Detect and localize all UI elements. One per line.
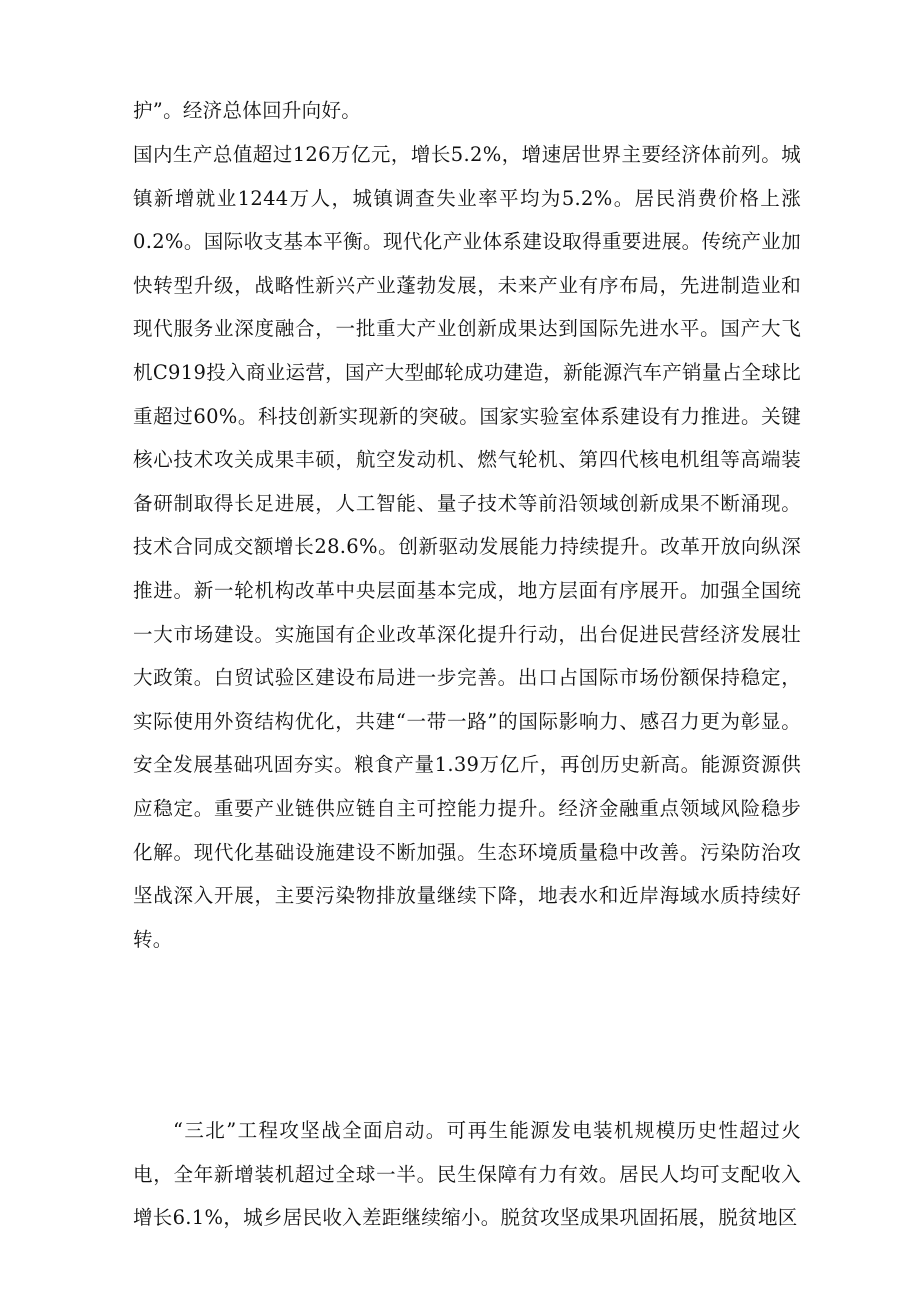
paragraph-ecology-livelihood [133, 1109, 801, 1240]
paragraph-continuation [133, 89, 801, 133]
paragraph-economy-indicators [133, 133, 801, 961]
paragraph-text: 国内生产总值超过126万亿元，增长5.2%，增速居世界主要经济体前列。城镇新增就业1244万人，城镇调查失业率平均为5.2%。居民消费价格上涨0.2%。国际收支基本平衡。现代化产业体系建设取得重要进展。传统产业加快转型升级，战略性新兴产业蓬勃发展，未来产业有序布局，先进制造业和现代服务业深度融合，一批重大产业创新成果达到国际先进水平。国产大飞机C919投入商业运营，国产大型邮轮成功建造，新能源汽车产销量占全球比重超过60%。科技创新实现新的突破。国家实验室体系建设有力推进。关键核心技术攻关成果丰硕，航空发动机、燃气轮机、第四代核电机组等高端装备研制取得长足进展，人工智能、量子技术等前沿领域创新成果不断涌现。技术合同成交额增长28.6%。创新驱动发展能力持续提升。改革开放向纵深推进。新一轮机构改革中央层面基本完成，地方层面有序展开。加强全国统一大市场建设。实施国有企业改革深化提升行动，出台促进民营经济发展壮大政策。白贸试验区建设布局进一步完善。出口占国际市场份额保持稳定，实际使用外资结构优化，共建“一带一路”的国际影响力、感召力更为彰显。安全发展基础巩固夯实。粮食产量1.39万亿斤，再创历史新高。能源资源供应稳定。重要产业链供应链自主可控能力提升。经济金融重点领域风险稳步化解。现代化基础设施建设不断加强。生态环境质量稳中改善。污染防治攻坚战深入开展，主要污染物排放量继续下降，地表水和近岸海域水质持续好转。 [133, 143, 801, 951]
paragraph-text: “三北”工程攻坚战全面启动。可再生能源发电装机规模历史性超过火电，全年新增装机超过全球一半。民生保障有力有效。居民人均可支配收入增长6.1%，城乡居民收入差距继续缩小。脱贫攻坚成果巩固拓展，脱贫地区 [133, 1119, 801, 1230]
paragraph-text: 护”。经济总体回升向好。 [133, 99, 362, 122]
